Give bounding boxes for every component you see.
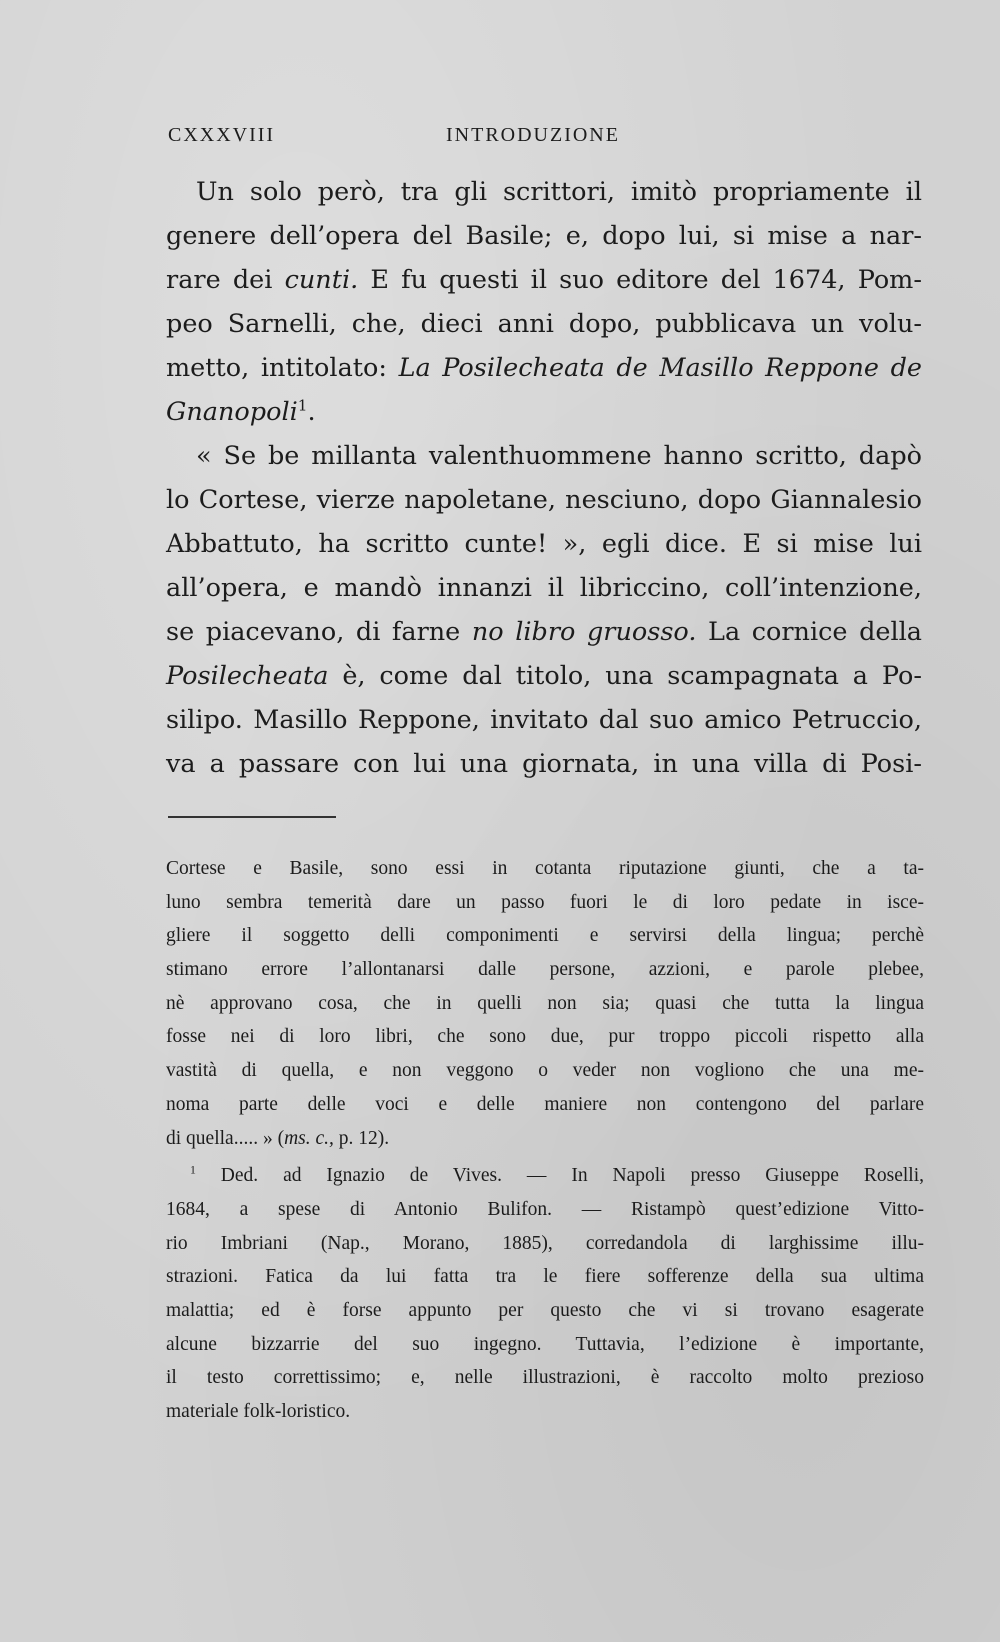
book-title: La Posilecheata de Masillo Reppone de — [398, 353, 922, 383]
footnote-line: il testo correttissimo; e, nelle illustrazioni, è raccolto molto prezioso — [166, 1367, 924, 1389]
footnote-separator — [168, 816, 336, 818]
note-line: gliere il soggetto delli componimenti e servirsi della lingua; perchè — [166, 925, 924, 947]
text-line — [166, 390, 922, 434]
text-line: genere dell’opera del Basile; e, dopo lui, si mise a nar- — [166, 221, 922, 251]
note-line: stimano errore l’allontanarsi dalle persone, azzioni, e parole plebee, — [166, 959, 924, 981]
footnotes — [166, 852, 924, 1429]
italic-phrase: no libro gruosso. — [471, 617, 697, 647]
note-line: Cortese e Basile, sono essi in cotanta riputazione giunti, che a ta- — [166, 858, 924, 879]
footnote-line: materiale folk-loristico. — [166, 1401, 351, 1422]
section-title: INTRODUZIONE — [446, 124, 620, 146]
note-line — [166, 1122, 924, 1156]
footnote-ref: 1 — [297, 396, 308, 415]
text-line — [166, 654, 922, 698]
text-line: « Se be millanta valenthuommene hanno scritto, dapò — [196, 441, 922, 471]
footnote-line — [166, 1159, 924, 1193]
text-segment: Ded. ad Ignazio de Vives. — In Napoli presso Giuseppe Roselli, — [195, 1165, 924, 1187]
note-line: fosse nei di loro libri, che sono due, pur troppo piccoli rispetto alla — [166, 1026, 924, 1048]
text-line: Un solo però, tra gli scrittori, imitò propriamente il — [196, 177, 922, 207]
note-line: noma parte delle voci e delle maniere non contengono del parlare — [166, 1093, 924, 1115]
text-line — [166, 258, 922, 302]
text-line: silipo. Masillo Reppone, invitato dal suo amico Petruccio, — [166, 705, 922, 735]
book-title-end: Gnanopoli — [166, 397, 298, 427]
note-line: luno sembra temerità dare un passo fuori le di loro pedate in isce- — [166, 891, 924, 913]
text-segment: se piacevano, di farne — [166, 617, 472, 647]
text-segment: p. 12). — [333, 1127, 390, 1149]
italic-term: cunti. — [284, 265, 359, 295]
italic-term: Posilecheata — [166, 661, 329, 691]
footnote-line: rio Imbriani (Nap., Morano, 1885), corredandola di larghissime illu- — [166, 1232, 924, 1254]
italic-citation: ms. c., — [284, 1127, 334, 1149]
page-number: CXXXVIII — [168, 124, 276, 146]
text-line: lo Cortese, vierze napoletane, nesciuno, dopo Giannalesio — [166, 485, 922, 515]
text-segment: . — [307, 397, 316, 427]
footnote-line: alcune bizzarrie del suo ingegno. Tuttavia, l’edizione è importante, — [166, 1333, 924, 1355]
running-head — [168, 124, 928, 148]
footnote-line: 1684, a spese di Antonio Bulifon. — Ristampò quest’edizione Vitto- — [166, 1198, 924, 1220]
footnote-line: strazioni. Fatica da lui fatta tra le fiere sofferenze della sua ultima — [166, 1266, 924, 1288]
text-line: peo Sarnelli, che, dieci anni dopo, pubblicava un volu- — [166, 309, 922, 339]
footnote-line: malattia; ed è forse appunto per questo che vi si trovano esagerate — [166, 1299, 924, 1321]
note-line: vastità di quella, e non veggono o veder non vogliono che una me- — [166, 1060, 924, 1082]
text-segment: è, come dal titolo, una scampagnata a Po- — [328, 661, 922, 691]
text-line: all’opera, e mandò innanzi il libriccino, coll’intenzione, — [166, 573, 922, 603]
footnote-number: 1 — [190, 1163, 196, 1177]
text-line — [166, 346, 922, 390]
text-segment: rare dei — [166, 265, 285, 295]
note-line: nè approvano cosa, che in quelli non sia; quasi che tutta la lingua — [166, 992, 924, 1014]
text-segment: La cornice della — [696, 617, 923, 647]
text-segment: E fu questi il suo editore del 1674, Pom- — [358, 265, 922, 295]
text-line: Abbattuto, ha scritto cunte! », egli dice. E si mise lui — [166, 529, 922, 559]
text-line: va a passare con lui una giornata, in una villa di Posi- — [166, 749, 922, 779]
text-segment: di quella..... » ( — [166, 1127, 285, 1149]
text-line — [166, 610, 922, 654]
text-segment: metto, intitolato: — [166, 353, 399, 383]
main-text — [166, 170, 922, 786]
